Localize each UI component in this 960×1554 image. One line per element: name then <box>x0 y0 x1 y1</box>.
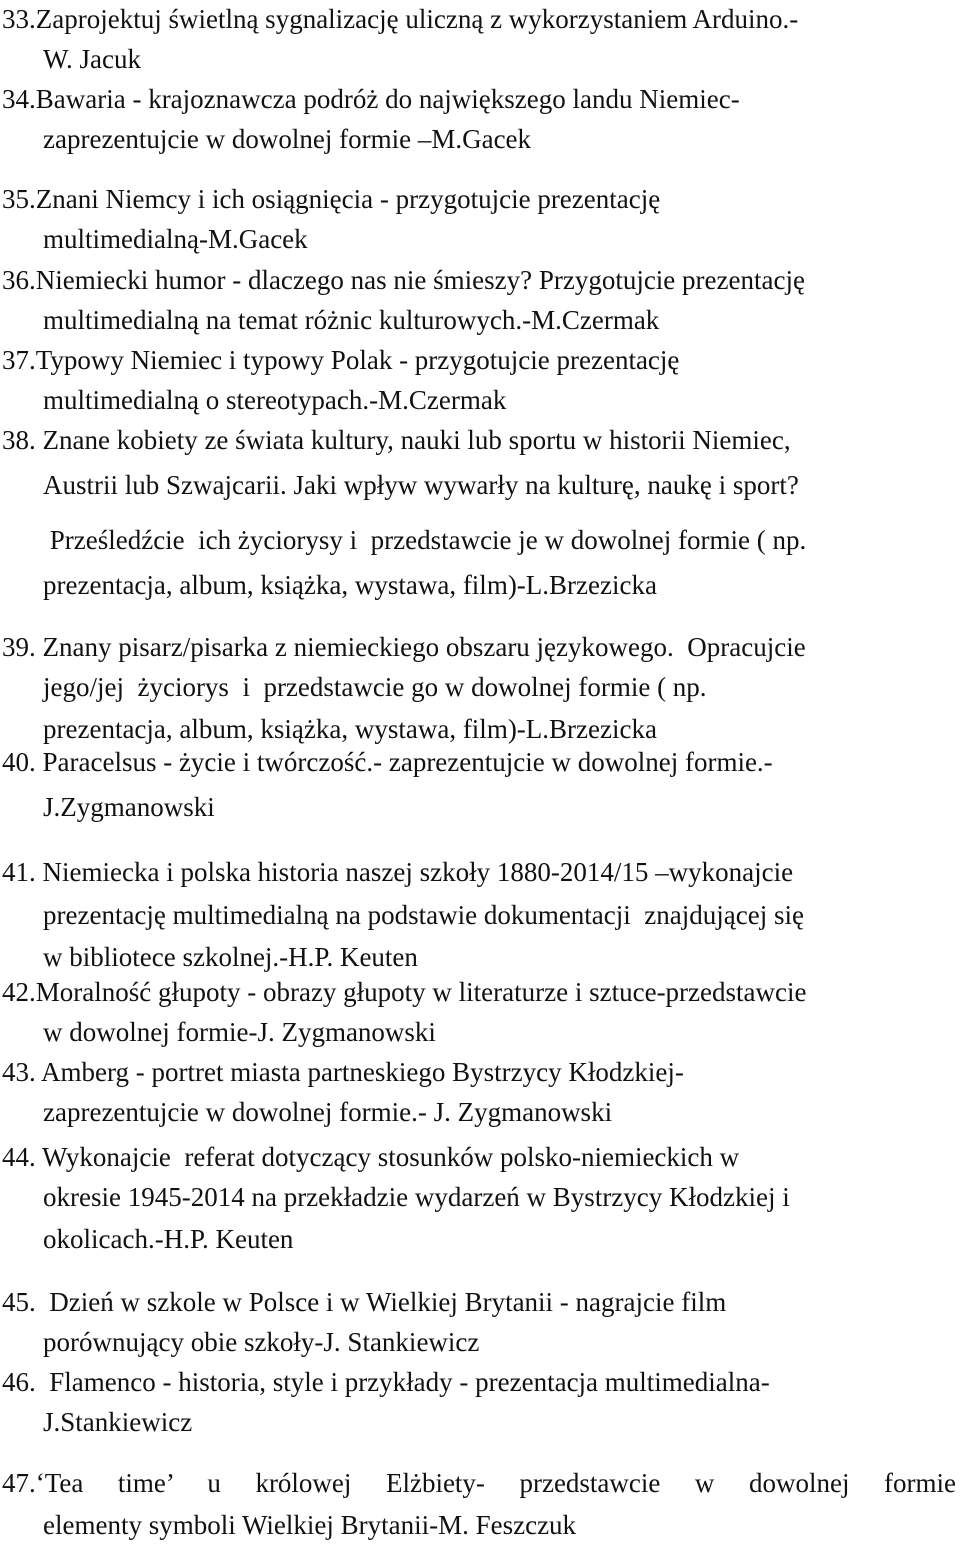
item-text: W. Jacuk <box>43 44 141 74</box>
item-number: 35. <box>2 184 36 214</box>
item-text: okolicach.-H.P. Keuten <box>43 1224 294 1254</box>
item-text: ‘Tea time’ u królowej Elżbiety- przedstawcie w dowolnej formie <box>35 1468 956 1498</box>
list-item-38-line-3 <box>43 523 960 557</box>
list-item-46-line-1 <box>2 1365 960 1399</box>
list-item-33-line-2 <box>43 42 960 76</box>
item-number: 41. <box>2 857 36 887</box>
list-item-40-line-2 <box>43 790 960 824</box>
item-text: Moralność głupoty - obrazy głupoty w literaturze i sztuce-przedstawcie <box>35 977 807 1007</box>
list-item-37-line-1 <box>2 343 960 377</box>
list-item-43-line-1 <box>2 1055 960 1089</box>
item-text: Bawaria - krajoznawcza podróż do największego landu Niemiec- <box>35 84 740 114</box>
item-number: 44. <box>2 1142 36 1172</box>
item-text: Prześledźcie ich życiorysy i przedstawcie je w dowolnej formie ( np. <box>43 525 807 555</box>
list-item-34-line-1 <box>2 82 960 116</box>
item-text: jego/jej życiorys i przedstawcie go w dowolnej formie ( np. <box>43 672 707 702</box>
list-item-34-line-2 <box>43 122 960 156</box>
item-text: elementy symboli Wielkiej Brytanii-M. Feszczuk <box>43 1510 577 1540</box>
item-number: 42. <box>2 977 36 1007</box>
item-text: w bibliotece szkolnej.-H.P. Keuten <box>43 942 418 972</box>
item-text: Znany pisarz/pisarka z niemieckiego obszaru językowego. Opracujcie <box>35 632 806 662</box>
list-item-38-line-2 <box>43 468 960 502</box>
item-text: prezentację multimedialną na podstawie dokumentacji znajdującej się <box>43 900 804 930</box>
item-number: 40. <box>2 747 36 777</box>
item-number: 46. <box>2 1367 36 1397</box>
item-text: Znani Niemcy i ich osiągnięcia - przygotujcie prezentację <box>35 184 661 214</box>
item-text: J.Stankiewicz <box>43 1407 193 1437</box>
item-text: w dowolnej formie-J. Zygmanowski <box>43 1017 436 1047</box>
item-text: Wykonajcie referat dotyczący stosunków polsko-niemieckich w <box>35 1142 740 1172</box>
list-item-44-line-2 <box>43 1180 960 1214</box>
item-text: porównujący obie szkoły-J. Stankiewicz <box>43 1327 480 1357</box>
list-item-36-line-2 <box>43 303 960 337</box>
item-number: 43. <box>2 1057 36 1087</box>
item-text: Amberg - portret miasta partneskiego Bystrzycy Kłodzkiej- <box>35 1057 684 1087</box>
item-text: Dzień w szkole w Polsce i w Wielkiej Brytanii - nagrajcie film <box>35 1287 727 1317</box>
item-text: Flamenco - historia, style i przykłady - prezentacja multimedialna- <box>35 1367 770 1397</box>
list-item-40-line-1 <box>2 745 960 779</box>
list-item-36-line-1 <box>2 263 960 297</box>
list-item-38-line-4 <box>43 568 960 602</box>
item-text: Niemiecka i polska historia naszej szkoły 1880-2014/15 –wykonajcie <box>35 857 794 887</box>
item-text: Typowy Niemiec i typowy Polak - przygotujcie prezentację <box>35 345 680 375</box>
list-item-38-line-1 <box>2 423 960 457</box>
item-text: zaprezentujcie w dowolnej formie.- J. Zygmanowski <box>43 1097 613 1127</box>
list-item-42-line-2 <box>43 1015 960 1049</box>
list-item-45-line-1 <box>2 1285 960 1319</box>
list-item-47-line-2 <box>43 1508 960 1542</box>
item-text: okresie 1945-2014 na przekładzie wydarzeń w Bystrzycy Kłodzkiej i <box>43 1182 790 1212</box>
item-text: J.Zygmanowski <box>43 792 215 822</box>
item-text: prezentacja, album, książka, wystawa, film)-L.Brzezicka <box>43 714 657 744</box>
list-item-39-line-2 <box>43 670 960 704</box>
list-item-42-line-1 <box>2 975 960 1009</box>
list-item-41-line-1 <box>2 855 960 889</box>
item-text: prezentacja, album, książka, wystawa, film)-L.Brzezicka <box>43 570 657 600</box>
list-item-37-line-2 <box>43 383 960 417</box>
item-text: Zaprojektuj świetlną sygnalizację uliczną z wykorzystaniem Arduino.- <box>35 4 799 34</box>
list-item-43-line-2 <box>43 1095 960 1129</box>
list-item-45-line-2 <box>43 1325 960 1359</box>
list-item-35-line-1 <box>2 182 960 216</box>
item-text: Austrii lub Szwajcarii. Jaki wpływ wywarły na kulturę, naukę i sport? <box>43 470 799 500</box>
item-number: 47. <box>2 1468 36 1498</box>
list-item-47-line-1 <box>2 1466 956 1500</box>
list-item-46-line-2 <box>43 1405 960 1439</box>
item-number: 45. <box>2 1287 36 1317</box>
list-item-41-line-2 <box>43 898 960 932</box>
item-text: zaprezentujcie w dowolnej formie –M.Gacek <box>43 124 532 154</box>
item-number: 33. <box>2 4 36 34</box>
item-text: Paracelsus - życie i twórczość.- zaprezentujcie w dowolnej formie.- <box>35 747 773 777</box>
item-number: 37. <box>2 345 36 375</box>
list-item-35-line-2 <box>43 222 960 256</box>
item-text: Znane kobiety ze świata kultury, nauki lub sportu w historii Niemiec, <box>35 425 791 455</box>
list-item-39-line-1 <box>2 630 960 664</box>
list-item-39-line-3 <box>43 712 960 746</box>
item-number: 34. <box>2 84 36 114</box>
item-text: Niemiecki humor - dlaczego nas nie śmieszy? Przygotujcie prezentację <box>35 265 805 295</box>
item-number: 38. <box>2 425 36 455</box>
list-item-44-line-1 <box>2 1140 960 1174</box>
item-text: multimedialną-M.Gacek <box>43 224 308 254</box>
item-number: 36. <box>2 265 36 295</box>
list-item-44-line-3 <box>43 1222 960 1256</box>
item-number: 39. <box>2 632 36 662</box>
list-item-41-line-3 <box>43 940 960 974</box>
list-item-33-line-1 <box>2 2 960 36</box>
item-text: multimedialną na temat różnic kulturowych.-M.Czermak <box>43 305 660 335</box>
item-text: multimedialną o stereotypach.-M.Czermak <box>43 385 507 415</box>
